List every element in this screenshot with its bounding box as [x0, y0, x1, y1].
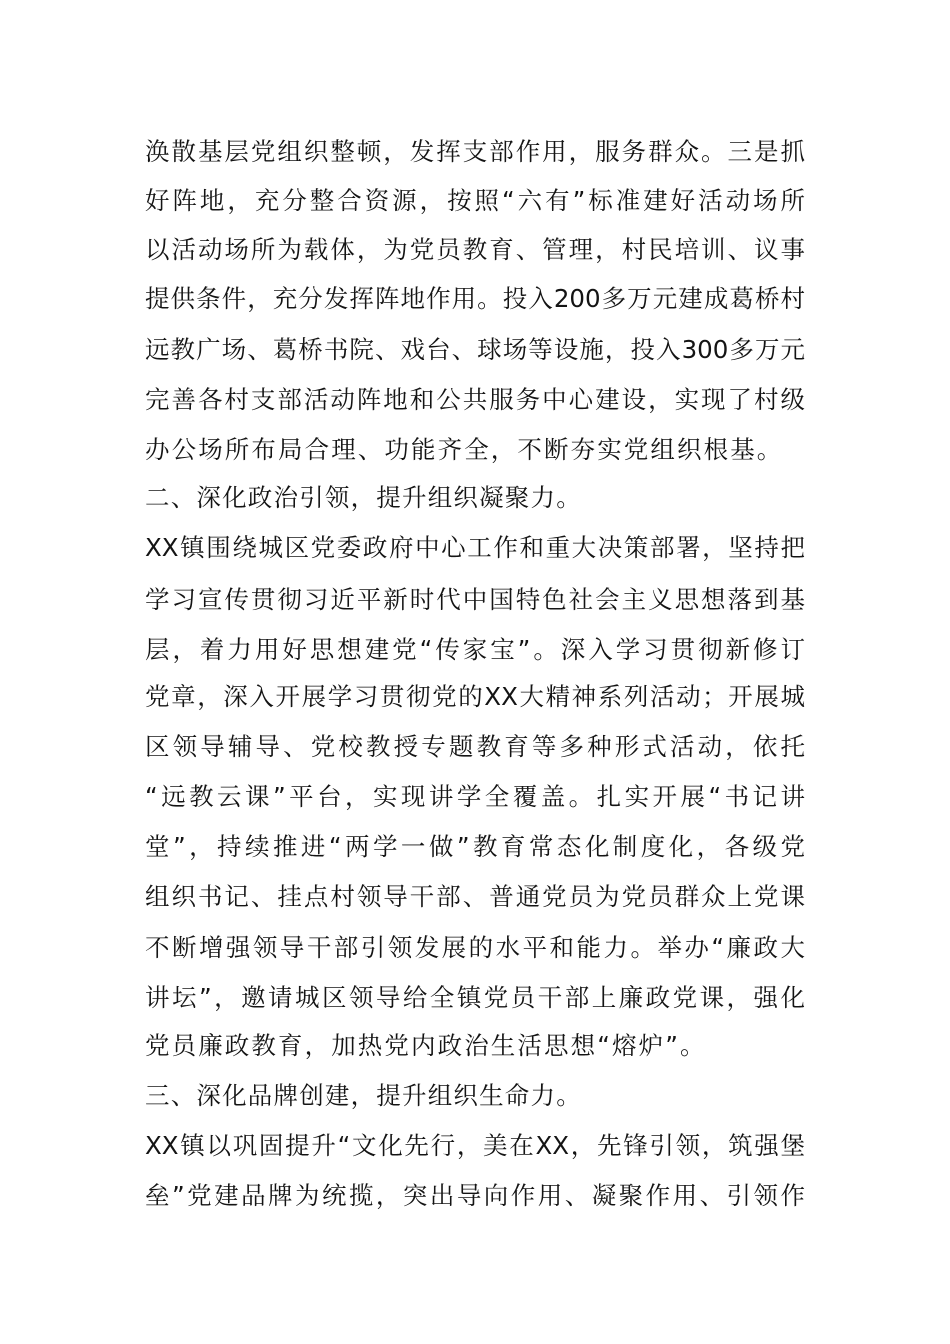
section-heading: 三、深化品牌创建，提升组织生命力。 [145, 1081, 582, 1110]
paragraph-line: 堂”，持续推进“两学一做”教育常态化制度化，各级党 [145, 832, 805, 861]
paragraph-line: 办公场所布局合理、功能齐全，不断夯实党组织根基。 [145, 435, 784, 464]
paragraph-line: 以活动场所为载体，为党员教育、管理，村民培训、议事 [145, 235, 805, 264]
paragraph-line: 不断增强领导干部引领发展的水平和能力。举办“廉政大 [145, 933, 805, 962]
paragraph-line: 提供条件，充分发挥阵地作用。投入200多万元建成葛桥村 [145, 284, 805, 313]
paragraph-line: 完善各村支部活动阵地和公共服务中心建设，实现了村级 [145, 385, 805, 414]
paragraph-line: 好阵地，充分整合资源，按照“六有”标准建好活动场所 [145, 186, 805, 215]
paragraph-line: “远教云课”平台，实现讲学全覆盖。扎实开展“书记讲 [145, 782, 805, 811]
paragraph-line: 区领导辅导、党校教授专题教育等多种形式活动，依托 [145, 732, 805, 761]
paragraph-line: 党章，深入开展学习贯彻党的XX大精神系列活动；开展城 [145, 682, 805, 711]
section-heading: 二、深化政治引领，提升组织凝聚力。 [145, 483, 582, 512]
paragraph-line: 远教广场、葛桥书院、戏台、球场等设施，投入300多万元 [145, 335, 805, 364]
paragraph-line: 讲坛”，邀请城区领导给全镇党员干部上廉政党课，强化 [145, 983, 805, 1012]
paragraph-line: 层，着力用好思想建党“传家宝”。深入学习贯彻新修订 [145, 635, 805, 664]
paragraph-line: XX镇以巩固提升“文化先行，美在XX，先锋引领，筑强堡 [145, 1131, 805, 1160]
paragraph-line: 垒”党建品牌为统揽，突出导向作用、凝聚作用、引领作 [145, 1181, 805, 1210]
paragraph-line: 党员廉政教育，加热党内政治生活思想“熔炉”。 [145, 1031, 707, 1060]
paragraph-line: XX镇围绕城区党委政府中心工作和重大决策部署，坚持把 [145, 533, 805, 562]
paragraph-line: 涣散基层党组织整顿，发挥支部作用，服务群众。三是抓 [145, 137, 805, 166]
paragraph-line: 学习宣传贯彻习近平新时代中国特色社会主义思想落到基 [145, 585, 805, 614]
paragraph-line: 组织书记、挂点村领导干部、普通党员为党员群众上党课 [145, 882, 805, 911]
